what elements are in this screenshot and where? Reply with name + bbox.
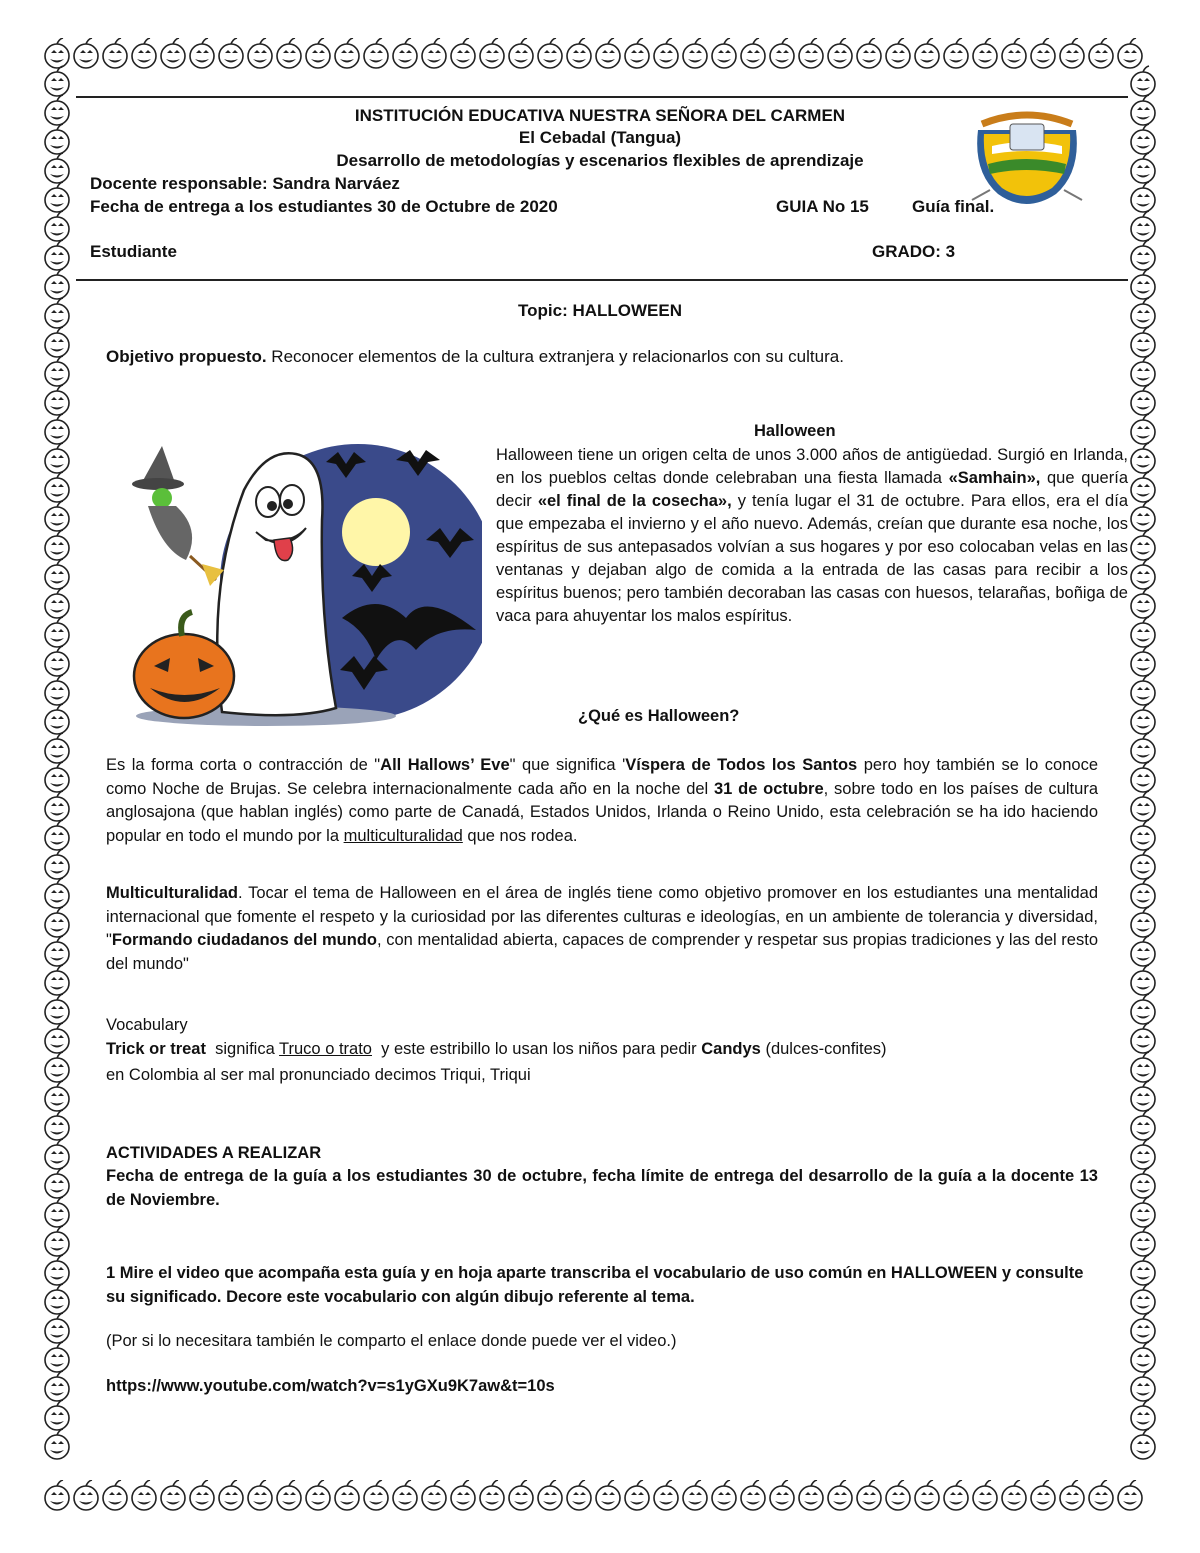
pumpkin-border-icon bbox=[306, 1480, 330, 1510]
pumpkin-border-icon bbox=[45, 66, 69, 96]
pumpkin-border-icon bbox=[1131, 617, 1155, 647]
pumpkin-border-icon bbox=[480, 38, 504, 68]
pumpkin-border-icon bbox=[1131, 1226, 1155, 1256]
pumpkin-border-icon bbox=[45, 733, 69, 763]
pumpkin-border-icon bbox=[1060, 38, 1084, 68]
pumpkin-border-left bbox=[40, 38, 74, 1514]
pumpkin-border-icon bbox=[654, 1480, 678, 1510]
pumpkin-border-icon bbox=[1131, 66, 1155, 96]
pumpkin-border-bottom bbox=[40, 1480, 1160, 1514]
pumpkin-border-icon bbox=[1131, 1429, 1155, 1459]
pumpkin-border-icon bbox=[1131, 182, 1155, 212]
pumpkin-border-icon bbox=[1131, 1139, 1155, 1169]
pumpkin-border-icon bbox=[45, 1400, 69, 1430]
pumpkin-border-top bbox=[40, 38, 1160, 72]
pumpkin-border-icon bbox=[132, 1480, 156, 1510]
pumpkin-border-icon bbox=[1131, 1197, 1155, 1227]
pumpkin-border-icon bbox=[451, 38, 475, 68]
pumpkin-border-icon bbox=[886, 38, 910, 68]
pumpkin-border-icon bbox=[944, 1480, 968, 1510]
pumpkin-border-icon bbox=[1131, 704, 1155, 734]
pumpkin-border-icon bbox=[45, 414, 69, 444]
pumpkin-border-icon bbox=[1131, 994, 1155, 1024]
pumpkin-border-icon bbox=[857, 1480, 881, 1510]
pumpkin-border-icon bbox=[1131, 646, 1155, 676]
pumpkin-border-icon bbox=[654, 38, 678, 68]
pumpkin-border-icon bbox=[45, 1197, 69, 1227]
pumpkin-border-icon bbox=[45, 820, 69, 850]
pumpkin-border-icon bbox=[45, 240, 69, 270]
pumpkin-border-icon bbox=[1002, 1480, 1026, 1510]
pumpkin-border-icon bbox=[45, 994, 69, 1024]
pumpkin-border-icon bbox=[1131, 1023, 1155, 1053]
institution-name: INSTITUCIÓN EDUCATIVA NUESTRA SEÑORA DEL CARMEN bbox=[354, 106, 846, 125]
pumpkin-border-icon bbox=[45, 588, 69, 618]
pumpkin-border-icon bbox=[45, 1429, 69, 1459]
activities-dates: Fecha de entrega de la guía a los estudiantes 30 de octubre, fecha límite de entrega del desarrollo de la guía a la docente 13 de Noviembre. bbox=[106, 1167, 1098, 1209]
pumpkin-border-icon bbox=[1131, 1313, 1155, 1343]
pumpkin-border-icon bbox=[45, 675, 69, 705]
objective-text: Reconocer elementos de la cultura extranjera y relacionarlos con su cultura. bbox=[266, 347, 844, 366]
objective bbox=[106, 346, 844, 369]
pumpkin-border-icon bbox=[74, 38, 98, 68]
pumpkin-border-icon bbox=[45, 1023, 69, 1053]
pumpkin-border-icon bbox=[1131, 559, 1155, 589]
student-label: Estudiante bbox=[90, 242, 177, 261]
pumpkin-border-icon bbox=[741, 1480, 765, 1510]
pumpkin-border-icon bbox=[45, 1081, 69, 1111]
halloween-section-title: Halloween bbox=[754, 422, 836, 440]
objective-label: Objetivo propuesto. bbox=[106, 347, 267, 366]
pumpkin-border-icon bbox=[45, 443, 69, 473]
pumpkin-border-icon bbox=[45, 1052, 69, 1082]
pumpkin-border-icon bbox=[1002, 38, 1026, 68]
pumpkin-border-icon bbox=[45, 559, 69, 589]
pumpkin-border-icon bbox=[799, 1480, 823, 1510]
pumpkin-border-icon bbox=[712, 1480, 736, 1510]
que-es-paragraph: Es la forma corta o contracción de "All Hallows’ Eve" que significa 'Víspera de Todos los Santos pero hoy también se lo conoce como Noche de Brujas. Se celebra internacionalmente cada año en la noche del 31 de octubre, sobre todo en los países de cultura anglosajona (que hablan inglés) como parte de Canadá, Estados Unidos, Irlanda o Reino Unido, esta celebración se ha ido haciendo popular en todo el mundo por la multiculturalidad que nos rodea. bbox=[106, 756, 1098, 845]
pumpkin-border-icon bbox=[625, 1480, 649, 1510]
vocabulary-note: en Colombia al ser mal pronunciado decimos Triqui, Triqui bbox=[106, 1066, 531, 1084]
pumpkin-border-icon bbox=[45, 704, 69, 734]
pumpkin-border-icon bbox=[1131, 1342, 1155, 1372]
pumpkin-border-icon bbox=[712, 38, 736, 68]
halloween-history-paragraph: Halloween tiene un origen celta de unos 3.000 años de antigüedad. Surgió en Irlanda, en los pueblos celtas donde celebraban una fiesta llamada «Samhain», que quería decir «el final de la cosecha», y tenía lugar el 31 de octubre. Para ellos, era el día que empezaba el invierno y el año nuevo. Además, creían que durante esa noche, los espíritus de sus antepasados volvían a sus hogares y por eso colocaban velas en las ventanas y dejaban algo de comida a la entrada de las casas para recibir a los espíritus buenos; pero también decoraban las casas con huesos, telarañas, boñiga de vaca para ahuyentar los malos espíritus. bbox=[496, 446, 1128, 625]
pumpkin-border-icon bbox=[45, 327, 69, 357]
pumpkin-border-icon bbox=[770, 38, 794, 68]
pumpkin-border-icon bbox=[1131, 211, 1155, 241]
pumpkin-border-icon bbox=[944, 38, 968, 68]
pumpkin-border-icon bbox=[45, 762, 69, 792]
pumpkin-border-icon bbox=[219, 38, 243, 68]
vocabulary-title: Vocabulary bbox=[106, 1016, 188, 1034]
pumpkin-border-icon bbox=[1131, 849, 1155, 879]
pumpkin-border-icon bbox=[277, 38, 301, 68]
pumpkin-border-icon bbox=[132, 38, 156, 68]
pumpkin-border-icon bbox=[45, 501, 69, 531]
video-note: (Por si lo necesitara también le comparto el enlace donde puede ver el video.) bbox=[106, 1332, 677, 1350]
vocabulary-trick-or-treat: Trick or treat significa Truco o trato y este estribillo lo usan los niños para pedir Candys (dulces-confites) bbox=[106, 1040, 887, 1058]
pumpkin-border-icon bbox=[1131, 443, 1155, 473]
pumpkin-border-icon bbox=[364, 1480, 388, 1510]
pumpkin-border-icon bbox=[190, 1480, 214, 1510]
pumpkin-border-icon bbox=[596, 38, 620, 68]
pumpkin-border-icon bbox=[1131, 936, 1155, 966]
pumpkin-border-icon bbox=[45, 385, 69, 415]
pumpkin-border-icon bbox=[1131, 907, 1155, 937]
que-es-title: ¿Qué es Halloween? bbox=[578, 707, 740, 725]
pumpkin-border-icon bbox=[741, 38, 765, 68]
pumpkin-border-icon bbox=[45, 182, 69, 212]
pumpkin-border-icon bbox=[393, 1480, 417, 1510]
pumpkin-border-icon bbox=[1131, 1110, 1155, 1140]
pumpkin-border-icon bbox=[538, 38, 562, 68]
pumpkin-border-icon bbox=[1131, 414, 1155, 444]
institution-location: El Cebadal (Tangua) bbox=[518, 128, 682, 147]
pumpkin-border-icon bbox=[451, 1480, 475, 1510]
pumpkin-border-icon bbox=[567, 1480, 591, 1510]
pumpkin-border-icon bbox=[45, 646, 69, 676]
pumpkin-border-icon bbox=[45, 936, 69, 966]
pumpkin-border-icon bbox=[1131, 356, 1155, 386]
pumpkin-border-icon bbox=[45, 1255, 69, 1285]
pumpkin-border-icon bbox=[915, 38, 939, 68]
pumpkin-border-icon bbox=[799, 38, 823, 68]
pumpkin-border-icon bbox=[828, 1480, 852, 1510]
pumpkin-border-icon bbox=[422, 38, 446, 68]
multiculturalidad-paragraph: Multiculturalidad. Tocar el tema de Halloween en el área de inglés tiene como objetivo promover en los estudiantes una mentalidad internacional que fomente el respeto y la curiosidad por las diferentes culturas e ideologías, en un ambiente de tolerancia y diversidad, "Formando ciudadanos del mundo, con mentalidad abierta, capaces de comprender y respetar sus propias tradiciones y las del resto del mundo" bbox=[106, 884, 1098, 973]
pumpkin-border-icon bbox=[393, 38, 417, 68]
pumpkin-border-icon bbox=[973, 1480, 997, 1510]
pumpkin-border-icon bbox=[1131, 733, 1155, 763]
pumpkin-border-icon bbox=[248, 38, 272, 68]
pumpkin-border-icon bbox=[219, 1480, 243, 1510]
guide-number: GUIA No 15 bbox=[776, 197, 869, 216]
pumpkin-border-icon bbox=[45, 1110, 69, 1140]
pumpkin-border-icon bbox=[277, 1480, 301, 1510]
pumpkin-border-icon bbox=[248, 1480, 272, 1510]
delivery-date: Fecha de entrega a los estudiantes 30 de Octubre de 2020 bbox=[90, 197, 558, 216]
pumpkin-border-icon bbox=[480, 1480, 504, 1510]
pumpkin-border-icon bbox=[45, 1139, 69, 1169]
pumpkin-border-icon bbox=[422, 1480, 446, 1510]
pumpkin-border-icon bbox=[45, 472, 69, 502]
pumpkin-border-icon bbox=[45, 269, 69, 299]
pumpkin-border-icon bbox=[1131, 240, 1155, 270]
pumpkin-border-icon bbox=[1131, 472, 1155, 502]
pumpkin-border-icon bbox=[625, 38, 649, 68]
pumpkin-border-icon bbox=[1131, 965, 1155, 995]
pumpkin-border-icon bbox=[1131, 1400, 1155, 1430]
pumpkin-border-icon bbox=[45, 849, 69, 879]
header-top-rule bbox=[76, 96, 1128, 98]
pumpkin-border-icon bbox=[1131, 1371, 1155, 1401]
pumpkin-border-icon bbox=[45, 965, 69, 995]
pumpkin-border-icon bbox=[103, 38, 127, 68]
pumpkin-border-icon bbox=[770, 1480, 794, 1510]
pumpkin-border-icon bbox=[45, 878, 69, 908]
pumpkin-border-icon bbox=[1131, 675, 1155, 705]
activities-title: ACTIVIDADES A REALIZAR bbox=[106, 1144, 322, 1162]
pumpkin-border-icon bbox=[915, 1480, 939, 1510]
teacher-name: Docente responsable: Sandra Narváez bbox=[90, 174, 400, 193]
program-title: Desarrollo de metodologías y escenarios flexibles de aprendizaje bbox=[336, 151, 864, 170]
pumpkin-border-right bbox=[1126, 38, 1160, 1514]
pumpkin-border-icon bbox=[828, 38, 852, 68]
pumpkin-border-icon bbox=[1089, 1480, 1113, 1510]
pumpkin-border-icon bbox=[1131, 269, 1155, 299]
pumpkin-border-icon bbox=[1131, 1081, 1155, 1111]
pumpkin-border-icon bbox=[74, 1480, 98, 1510]
pumpkin-border-icon bbox=[509, 38, 533, 68]
pumpkin-border-icon bbox=[857, 38, 881, 68]
halloween-ghost-illustration bbox=[126, 440, 482, 726]
pumpkin-border-icon bbox=[1131, 762, 1155, 792]
pumpkin-border-icon bbox=[45, 791, 69, 821]
pumpkin-border-icon bbox=[1131, 588, 1155, 618]
grade: GRADO: 3 bbox=[872, 242, 956, 261]
pumpkin-border-icon bbox=[364, 38, 388, 68]
pumpkin-border-icon bbox=[45, 1284, 69, 1314]
pumpkin-border-icon bbox=[335, 1480, 359, 1510]
pumpkin-border-icon bbox=[596, 1480, 620, 1510]
topic-title: Topic: HALLOWEEN bbox=[518, 301, 682, 320]
pumpkin-border-icon bbox=[1131, 878, 1155, 908]
pumpkin-border-icon bbox=[1089, 38, 1113, 68]
pumpkin-border-icon bbox=[45, 530, 69, 560]
guide-type: Guía final. bbox=[912, 197, 995, 216]
pumpkin-border-icon bbox=[886, 1480, 910, 1510]
pumpkin-border-icon bbox=[1131, 820, 1155, 850]
pumpkin-border-icon bbox=[335, 38, 359, 68]
pumpkin-border-icon bbox=[1060, 1480, 1084, 1510]
pumpkin-border-icon bbox=[1131, 1052, 1155, 1082]
pumpkin-border-icon bbox=[45, 1313, 69, 1343]
pumpkin-border-icon bbox=[1031, 1480, 1055, 1510]
pumpkin-border-icon bbox=[45, 1342, 69, 1372]
pumpkin-border-icon bbox=[1131, 530, 1155, 560]
pumpkin-border-icon bbox=[45, 907, 69, 937]
pumpkin-border-icon bbox=[103, 1480, 127, 1510]
pumpkin-border-icon bbox=[1131, 791, 1155, 821]
school-shield-logo bbox=[968, 102, 1086, 214]
pumpkin-border-icon bbox=[45, 211, 69, 241]
pumpkin-border-icon bbox=[509, 1480, 533, 1510]
pumpkin-border-icon bbox=[190, 38, 214, 68]
header-bottom-rule bbox=[76, 279, 1128, 281]
pumpkin-border-icon bbox=[45, 1168, 69, 1198]
pumpkin-border-icon bbox=[1131, 1255, 1155, 1285]
pumpkin-border-icon bbox=[1131, 327, 1155, 357]
activity-task-1: 1 Mire el video que acompaña esta guía y en hoja aparte transcriba el vocabulario de uso común en HALLOWEEN y consulte su significado. Decore este vocabulario con algún dibujo referente al tema. bbox=[106, 1264, 1084, 1306]
pumpkin-border-icon bbox=[1131, 501, 1155, 531]
pumpkin-border-icon bbox=[538, 1480, 562, 1510]
pumpkin-border-icon bbox=[45, 617, 69, 647]
pumpkin-border-icon bbox=[45, 356, 69, 386]
pumpkin-border-icon bbox=[683, 1480, 707, 1510]
pumpkin-border-icon bbox=[683, 38, 707, 68]
pumpkin-border-icon bbox=[1131, 1168, 1155, 1198]
video-link[interactable]: https://www.youtube.com/watch?v=s1yGXu9K7aw&t=10s bbox=[106, 1377, 555, 1395]
pumpkin-border-icon bbox=[45, 1371, 69, 1401]
pumpkin-border-icon bbox=[161, 38, 185, 68]
pumpkin-border-icon bbox=[161, 1480, 185, 1510]
pumpkin-border-icon bbox=[1031, 38, 1055, 68]
pumpkin-border-icon bbox=[567, 38, 591, 68]
pumpkin-border-icon bbox=[45, 1226, 69, 1256]
pumpkin-border-icon bbox=[1131, 385, 1155, 415]
pumpkin-border-icon bbox=[1131, 1284, 1155, 1314]
pumpkin-border-icon bbox=[973, 38, 997, 68]
pumpkin-border-icon bbox=[306, 38, 330, 68]
